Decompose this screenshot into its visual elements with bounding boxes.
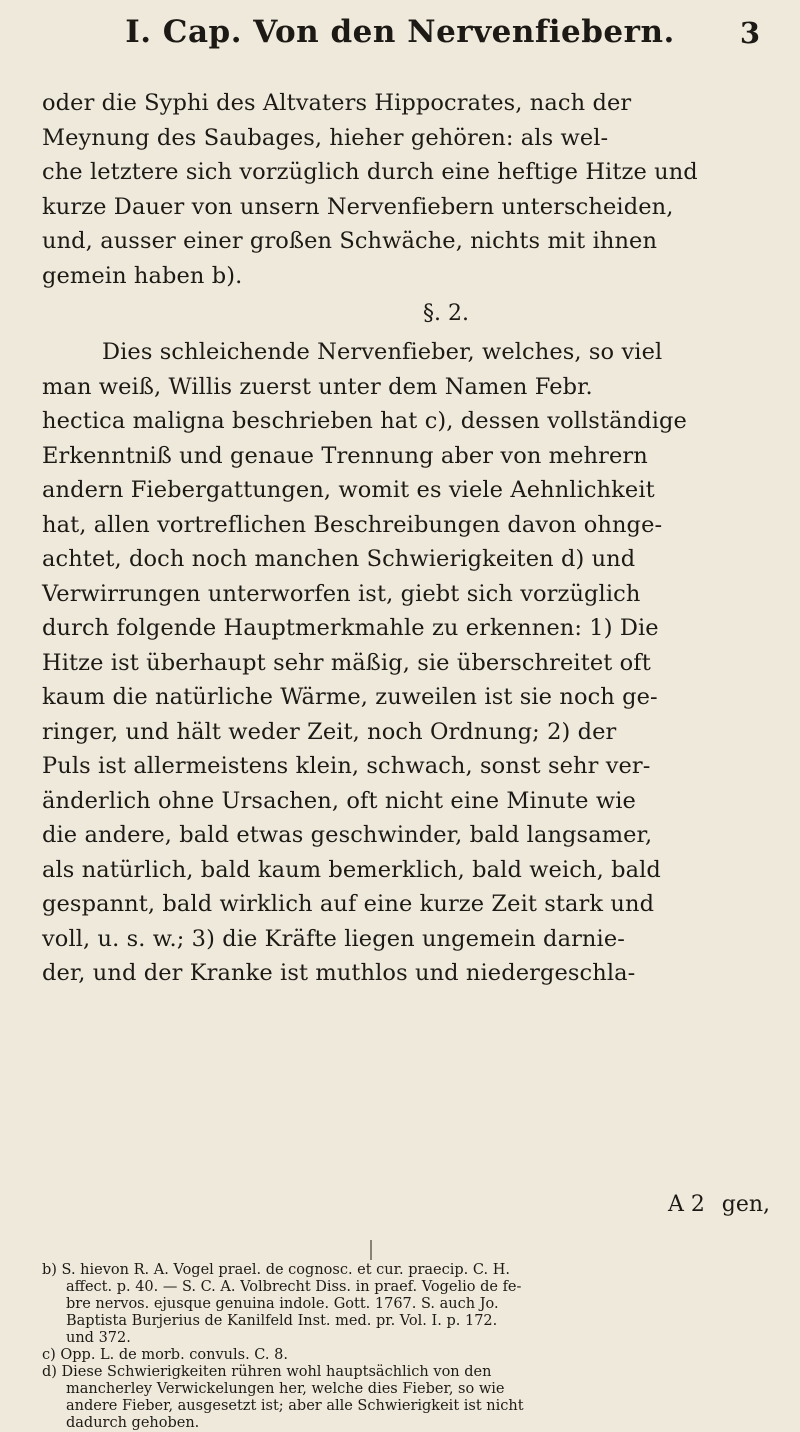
footnote-line: d) Diese Schwierigkeiten rühren wohl hauptsächlich von den	[42, 1364, 492, 1380]
text-line: Puls ist allermeistens klein, schwach, sonst sehr ver-	[42, 753, 651, 779]
text-line: kaum die natürliche Wärme, zuweilen ist sie noch ge-	[42, 684, 658, 710]
footnote-line: dadurch gehoben.	[66, 1415, 200, 1431]
text-line: die andere, bald etwas geschwinder, bald langsamer,	[42, 822, 653, 848]
text-line: kurze Dauer von unsern Nervenfiebern unterscheiden,	[42, 193, 674, 220]
footnote-line: Baptista Burjerius de Kanilfeld Inst. med. pr. Vol. I. p. 172.	[66, 1313, 498, 1329]
text-line: gemein haben b).	[42, 262, 243, 289]
text-line: als natürlich, bald kaum bemerklich, bald weich, bald	[42, 856, 661, 883]
footnote-line: affect. p. 40. — S. C. A. Volbrecht Diss. in praef. Vogelio de fe-	[66, 1279, 522, 1295]
text-line: che letztere sich vorzüglich durch eine heftige Hitze und	[42, 159, 698, 185]
footnote-line: und 372.	[66, 1330, 131, 1346]
text-line: ringer, und hält weder Zeit, noch Ordnung; 2) der	[42, 718, 617, 745]
footnote-line: mancherley Verwickelungen her, welche dies Fieber, so wie	[66, 1381, 505, 1397]
text-line: man weiß, Willis zuerst unter dem Namen Febr.	[42, 373, 593, 400]
footnote-line: andere Fieber, ausgesetzt ist; aber alle Schwierigkeit ist nicht	[66, 1398, 524, 1414]
text-line: andern Fiebergattungen, womit es viele Aehnlichkeit	[42, 477, 655, 503]
text-line: Dies schleichende Nervenfieber, welches, so viel	[102, 339, 663, 365]
footnote-line: b) S. hievon R. A. Vogel prael. de cognosc. et cur. praecip. C. H.	[42, 1262, 510, 1278]
divider	[370, 1240, 372, 1260]
page-number: 3	[739, 16, 760, 50]
text-line: durch folgende Hauptmerkmahle zu erkennen: 1) Die	[42, 615, 659, 641]
text-line: und, ausser einer großen Schwäche, nichts mit ihnen	[42, 228, 658, 254]
section-heading: §. 2.	[423, 301, 469, 326]
page-header	[40, 10, 760, 50]
text-line: der, und der Kranke ist muthlos und niedergeschla-	[42, 960, 636, 986]
text-line: Verwirrungen unterworfen ist, giebt sich vorzüglich	[42, 580, 641, 607]
text-line: hat, allen vortreflichen Beschreibungen davon ohnge-	[42, 511, 663, 538]
signature-mark: A 2	[668, 1192, 705, 1217]
running-title: I. Cap. Von den Nervenfiebern.	[125, 14, 675, 50]
page-foot-line	[570, 1192, 770, 1224]
text-line: änderlich ohne Ursachen, oft nicht eine Minute wie	[42, 787, 636, 814]
footnote-line: c) Opp. L. de morb. convuls. C. 8.	[42, 1347, 288, 1363]
text-line: Meynung des Saubages, hieher gehören: als wel-	[42, 124, 609, 151]
text-line: achtet, doch noch manchen Schwierigkeiten d) und	[42, 546, 636, 572]
main-text	[42, 86, 770, 991]
text-line: Hitze ist überhaupt sehr mäßig, sie überschreitet oft	[42, 649, 651, 676]
text-line: Erkenntniß und genaue Trennung aber von mehrern	[42, 442, 648, 469]
text-line: oder die Syphi des Altvaters Hippocrates, nach der	[42, 90, 632, 116]
footnotes	[42, 1262, 764, 1432]
text-line: gespannt, bald wirklich auf eine kurze Zeit stark und	[42, 891, 655, 917]
footnote-line: bre nervos. ejusque genuina indole. Gott. 1767. S. auch Jo.	[66, 1296, 499, 1312]
catchword: gen,	[721, 1192, 770, 1217]
text-line: voll, u. s. w.; 3) die Kräfte liegen ungemein darnie-	[42, 925, 625, 952]
text-line: hectica maligna beschrieben hat c), dessen vollständige	[42, 408, 687, 434]
